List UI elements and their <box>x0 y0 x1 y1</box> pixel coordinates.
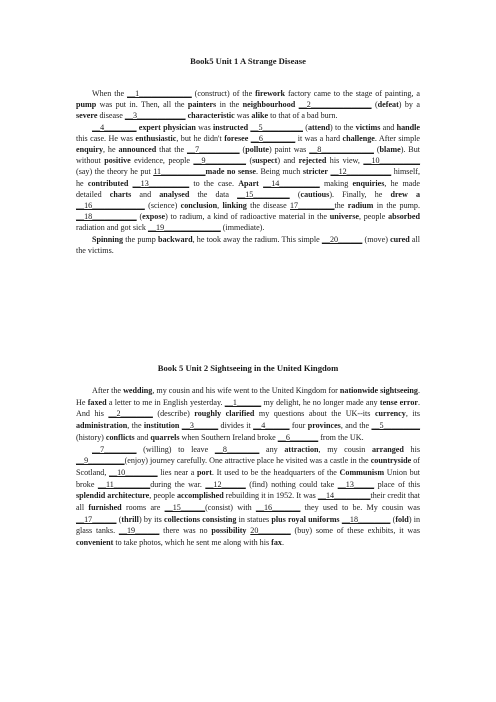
section2-title: Book 5 Unit 2 Sightseeing in the United Kingdom <box>157 363 339 373</box>
section1-body <box>76 88 420 256</box>
answer-blank: __18___________ <box>76 212 137 222</box>
answer-blank: __1_____________ <box>127 89 192 98</box>
answer-blank: __20______ <box>321 234 363 244</box>
section1-paragraph: When the __1_____________ (construct) of the firework factory came to the stage of painting, a pump was put in. Then, all the painters in the neighbourhood __2_______________ (defeat) by a severe disease __3____________ characteristic was alike to that of a bad burn. <box>76 89 420 121</box>
answer-blank: __18________ <box>341 514 391 524</box>
section2-paragraph: After the wedding, my cousin and his wife went to the United Kingdom for nationwide sightseeing. He faxed a letter to me in English yesterday. __1______ my delight, he no longer made any tense error. And his __2________ (describe) roughly clarified my questions about the UK--its currency, its administration, the institution __3______ divides it __4______ four provinces, and the __5_________ (history) conflicts and quarrels when Southern Ireland broke __6_______ from the UK. <box>76 386 421 442</box>
answer-blank: __13_____ <box>337 479 375 489</box>
answer-blank: __2_______________ <box>298 100 372 110</box>
answer-blank: __2________ <box>108 409 153 419</box>
answer-blank: __16_____________ <box>76 201 145 211</box>
answer-blank: __7__________ <box>186 145 240 155</box>
answer-blank: 11___________ <box>153 167 206 177</box>
answer-blank: __16_______ <box>255 503 301 513</box>
answer-blank: __10__________ <box>363 156 421 166</box>
answer-blank: __7________ <box>92 444 137 454</box>
answer-blank: __5_________ <box>371 421 421 431</box>
section1-title: Book5 Unit 1 A Strange Disease <box>190 56 306 66</box>
section2-body <box>76 385 420 549</box>
answer-blank: __4______ <box>253 421 290 431</box>
answer-blank: __1______ <box>224 397 262 407</box>
answer-blank: __10________ <box>109 467 158 477</box>
answer-blank: __3______ <box>181 421 219 431</box>
answer-blank: __19______________ <box>147 223 221 233</box>
answer-blank: __4________ <box>92 122 137 132</box>
answer-blank: __3____________ <box>124 111 186 121</box>
answer-blank: __17______ <box>76 514 117 524</box>
answer-blank: __9_________ <box>76 456 125 466</box>
answer-blank: __6_______ <box>277 432 319 442</box>
answer-blank: __8_____________ <box>309 145 374 155</box>
answer-blank: __6________ <box>250 133 296 143</box>
answer-blank: __19______ <box>118 526 160 536</box>
answer-blank: __12___________ <box>330 167 392 177</box>
answer-blank: __12______ <box>205 479 246 489</box>
answer-blank: __8________ <box>214 444 260 454</box>
answer-blank: __9__________ <box>193 156 247 166</box>
answer-blank: 17_________ <box>290 201 335 211</box>
answer-blank: __15_________ <box>237 189 290 199</box>
section2-paragraph: __7________ (willing) to leave __8________ any attraction, my cousin arranged his __9_________(enjoy) journey carefully. One attractive place he visited was a castle in the countryside of Scotland, __10________ lies near a port. It used to be the headquarters of the Communism Union but broke __11_________during the war. __12______ (find) nothing could take __13_____ place of this splendid architecture, people accomplished rebuilding it in 1952. It was __14_________their credit that all furnished rooms are __15______(consist) with __16_______ they used to be. My cousin was __17______ (thrill) by its collections consisting in statues plus royal uniforms __18________ (fold) in glass tanks. __19______ there was no possibility 20________ (buy) some of these exhibits, it was convenient to take photos, which he sent me along with his fax. <box>76 444 421 548</box>
answer-blank: __14_________ <box>317 491 371 501</box>
answer-blank: __14__________ <box>263 178 320 188</box>
answer-blank: __15______ <box>164 503 206 513</box>
answer-blank: __5__________ <box>250 122 303 132</box>
answer-blank: 20________ <box>250 526 291 536</box>
answer-blank: __11_________ <box>97 479 151 489</box>
section1-paragraph: Spinning the pump backward, he took away the radium. This simple __20______ (move) cured all the victims. <box>76 234 420 255</box>
answer-blank: __13__________ <box>132 178 190 188</box>
section1-paragraph: __4________ expert physician was instructed __5__________ (attend) to the victims and handle this case. He was enthusiastic, but he didn't foresee __6________ it was a hard challenge. After simple enquiry, he announced that the __7__________ (pollute) paint was __8_____________ (blame). But without positive evidence, people __9__________ (suspect) and rejected his view, __10__________ (say) the theory he put 11___________made no sense. Being much stricter __12___________ himself, he contributed __13__________ to the case. Apart __14__________ making enquiries, he made detailed charts and analysed the data __15_________ (cautious). Finally, he drew a __16_____________ (science) conclusion, linking the disease 17_________the radium in the pump. __18___________ (expose) to radium, a kind of radioactive material in the universe, people absorbed radiation and got sick __19______________ (immediate). <box>76 122 421 233</box>
